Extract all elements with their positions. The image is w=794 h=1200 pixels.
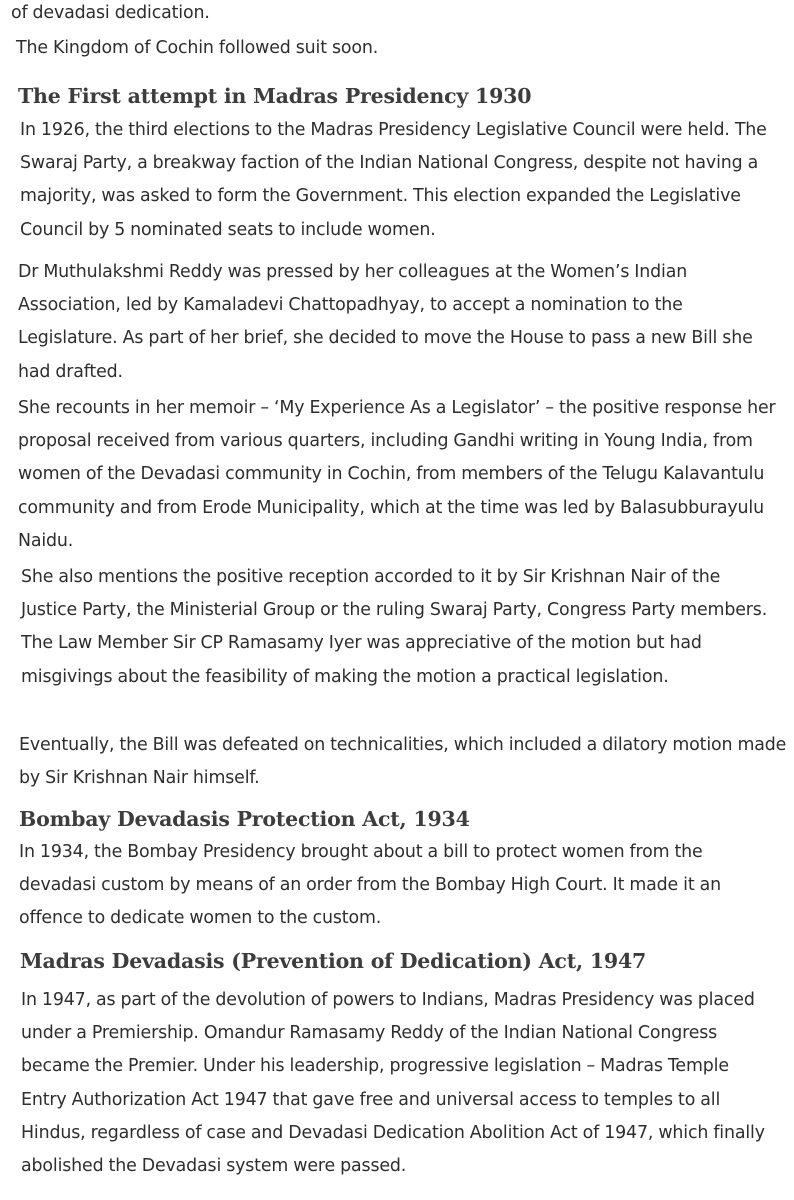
- paragraph-muthulakshmi-reddy: Dr Muthulakshmi Reddy was pressed by her colleagues at the Women’s Indian Association, led by Kamaladevi Chattopadhyay, to accept a nomination to the Legislature. As part of her brief, she decided to move the House to pass a new Bill she had drafted.: [18, 262, 753, 382]
- cochin-paragraph: The Kingdom of Cochin followed suit soon.: [16, 38, 379, 58]
- section-heading-bombay-1934: Bombay Devadasis Protection Act, 1934: [19, 807, 470, 831]
- paragraph-1926-elections: In 1926, the third elections to the Madras Presidency Legislative Council were held. The Swaraj Party, a breakway faction of the Indian National Congress, despite not having a majority, was asked to form the Government. This election expanded the Legislative Council by 5 nominated seats to include women.: [20, 120, 767, 240]
- section-heading-madras-1947: Madras Devadasis (Prevention of Dedication) Act, 1947: [20, 949, 647, 973]
- intro-tail-paragraph: of devadasi dedication.: [11, 3, 210, 23]
- paragraph-bill-defeated: Eventually, the Bill was defeated on technicalities, which included a dilatory motion made by Sir Krishnan Nair himself.: [19, 735, 787, 789]
- paragraph-madras-1947: In 1947, as part of the devolution of powers to Indians, Madras Presidency was placed under a Premiership. Omandur Ramasamy Reddy of the Indian National Congress became the Premier. Under his leadership, progressive legislation – Madras Temple Entry Authorization Act 1947 that gave free and universal access to temples to all Hindus, regardless of case and Devadasi Dedication Abolition Act of 1947, which finally abolished the Devadasi system were passed.: [21, 990, 765, 1177]
- paragraph-bombay-act: In 1934, the Bombay Presidency brought about a bill to protect women from the devadasi custom by means of an order from the Bombay High Court. It made it an offence to dedicate women to the custom.: [19, 842, 721, 929]
- paragraph-memoir: She recounts in her memoir – ‘My Experience As a Legislator’ – the positive response her proposal received from various quarters, including Gandhi writing in Young India, from women of the Devadasi community in Cochin, from members of the Telugu Kalavantulu community and from Erode Municipality, which at the time was led by Balasubburayulu Naidu.: [18, 398, 776, 551]
- paragraph-reception: She also mentions the positive reception accorded to it by Sir Krishnan Nair of the Justice Party, the Ministerial Group or the ruling Swaraj Party, Congress Party members. The Law Member Sir CP Ramasamy Iyer was appreciative of the motion but had misgivings about the feasibility of making the motion a practical legislation.: [21, 567, 768, 687]
- section-heading-madras-1930: The First attempt in Madras Presidency 1930: [18, 84, 532, 108]
